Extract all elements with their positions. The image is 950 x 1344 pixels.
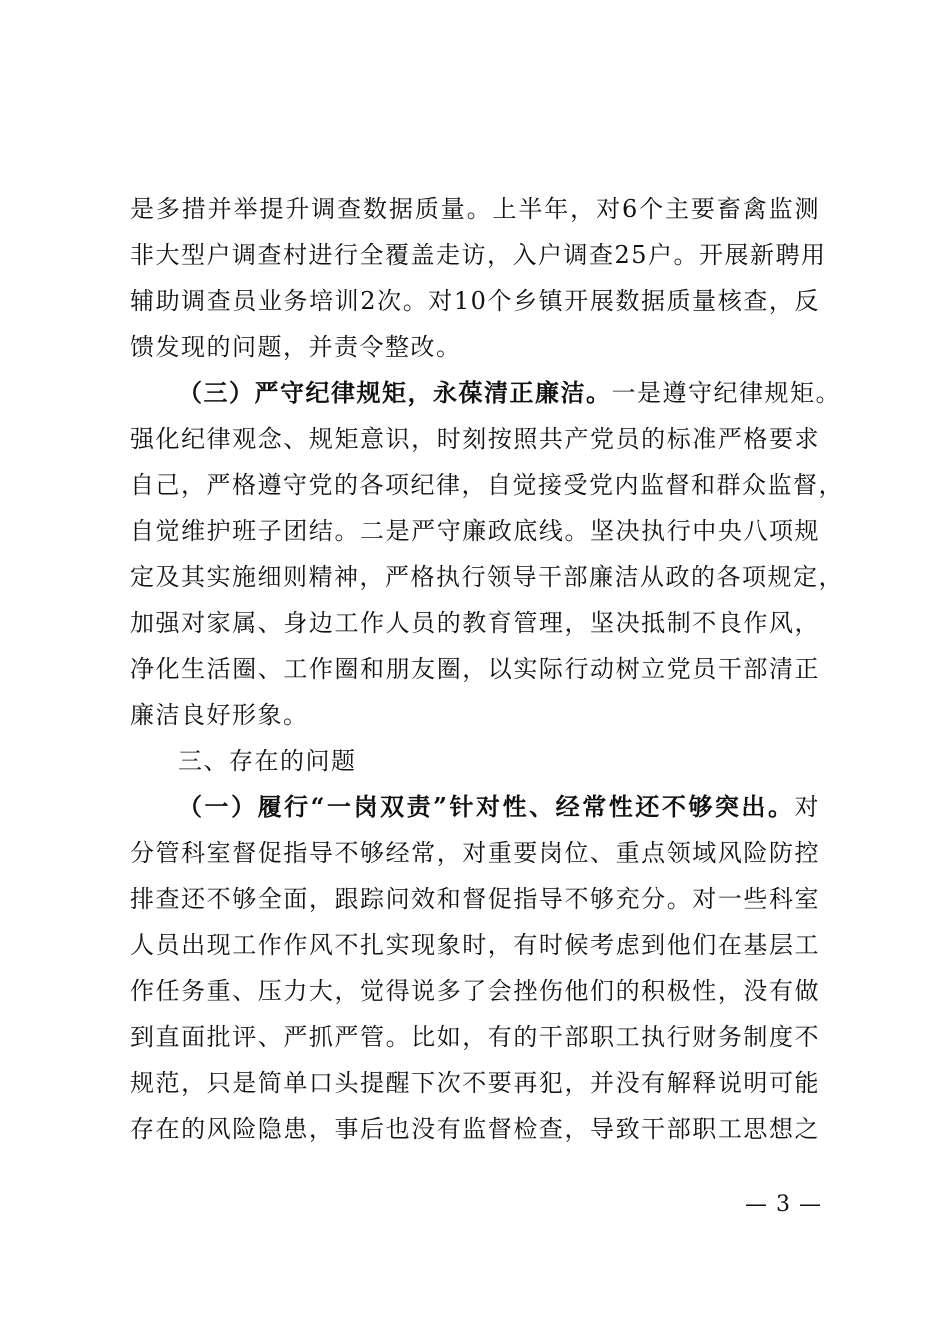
paragraph-line: 人员出现工作作风不扎实现象时，有时候考虑到他们在基层工: [130, 931, 820, 959]
paragraph-line: 廉洁良好形象。: [130, 701, 309, 729]
paragraph-line: 强化纪律观念、规矩意识，时刻按照共产党员的标准严格要求: [130, 425, 820, 453]
paragraph-line: 定及其实施细则精神，严格执行领导干部廉洁从政的各项规定，: [130, 563, 844, 591]
paragraph-text: 一是遵守纪律规矩。: [611, 379, 841, 407]
paragraph-line: 作任务重、压力大，觉得说多了会挫伤他们的积极性，没有做: [130, 977, 820, 1005]
paragraph-line: 自己，严格遵守党的各项纪律，自觉接受党内监督和群众监督，: [130, 471, 844, 499]
subsection-heading: （一）履行“一岗双责”针对性、经常性还不够突出。: [178, 792, 795, 821]
subsection-heading: （三）严守纪律规矩，永葆清正廉洁。: [178, 378, 612, 407]
paragraph-line: 到直面批评、严抓严管。比如，有的干部职工执行财务制度不: [130, 1023, 820, 1051]
paragraph-line: 馈发现的问题，并责令整改。: [130, 333, 462, 361]
paragraph-first-line: [130, 784, 820, 830]
page-number: — 3 —: [745, 1192, 822, 1217]
paragraph-line: 分管科室督促指导不够经常，对重要岗位、重点领域风险防控: [130, 839, 820, 867]
section-problems: [130, 738, 820, 784]
paragraph-line: 非大型户调查村进行全覆盖走访，入户调查25户。开展新聘用: [130, 241, 827, 269]
paragraph-line: 规范，只是简单口头提醒下次不要再犯，并没有解释说明可能: [130, 1069, 820, 1097]
paragraph-line: 自觉维护班子团结。二是严守廉政底线。坚决执行中央八项规: [130, 517, 820, 545]
paragraph-line: 辅助调查员业务培训2次。对10个乡镇开展数据质量核查，反: [130, 287, 820, 315]
section-heading: 三、存在的问题: [178, 747, 357, 775]
paragraph-first-line: [130, 370, 841, 416]
paragraph-line: 排查还不够全面，跟踪问效和督促指导不够充分。对一些科室: [130, 885, 820, 913]
paragraph-responsibility: [130, 784, 820, 1152]
paragraph-line: 净化生活圈、工作圈和朋友圈，以实际行动树立党员干部清正: [130, 655, 820, 683]
paragraph-data-quality: [130, 186, 827, 370]
paragraph-line: 存在的风险隐患，事后也没有监督检查，导致干部职工思想之: [130, 1115, 820, 1143]
paragraph-text: 对: [794, 793, 820, 821]
paragraph-line: 是多措并举提升调查数据质量。上半年，对6个主要畜禽监测: [130, 195, 820, 223]
paragraph-discipline: [130, 370, 844, 738]
paragraph-line: 加强对家属、身边工作人员的教育管理，坚决抵制不良作风，: [130, 609, 820, 637]
